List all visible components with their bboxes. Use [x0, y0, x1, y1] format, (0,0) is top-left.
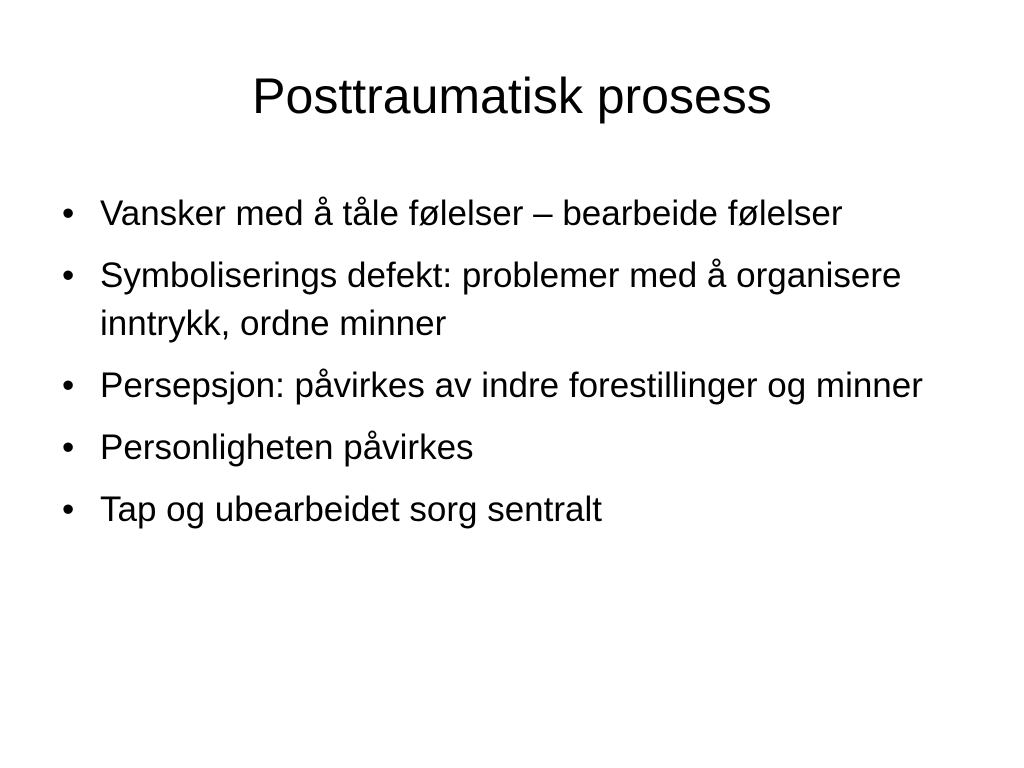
- bullet-dot-icon: •: [62, 428, 75, 467]
- bullet-dot-icon: •: [62, 490, 75, 529]
- bullet-item: [60, 190, 960, 238]
- bullet-text: Symboliserings defekt: problemer med å organisere inntrykk, ordne minner: [100, 256, 902, 343]
- bullet-dot-icon: •: [62, 256, 75, 295]
- bullet-text: Tap og ubearbeidet sorg sentralt: [100, 490, 602, 529]
- bullet-item: [60, 486, 960, 534]
- bullet-list: [60, 190, 960, 548]
- bullet-dot-icon: •: [62, 366, 75, 405]
- bullet-text: Personligheten påvirkes: [100, 428, 474, 467]
- bullet-item: [60, 362, 960, 410]
- bullet-text: Vansker med å tåle følelser – bearbeide følelser: [100, 194, 843, 233]
- bullet-text: Persepsjon: påvirkes av indre forestillinger og minner: [100, 366, 923, 405]
- slide-title: Posttraumatisk prosess: [252, 68, 772, 124]
- bullet-dot-icon: •: [62, 194, 75, 233]
- bullet-item: [60, 424, 960, 472]
- bullet-item: [60, 252, 960, 348]
